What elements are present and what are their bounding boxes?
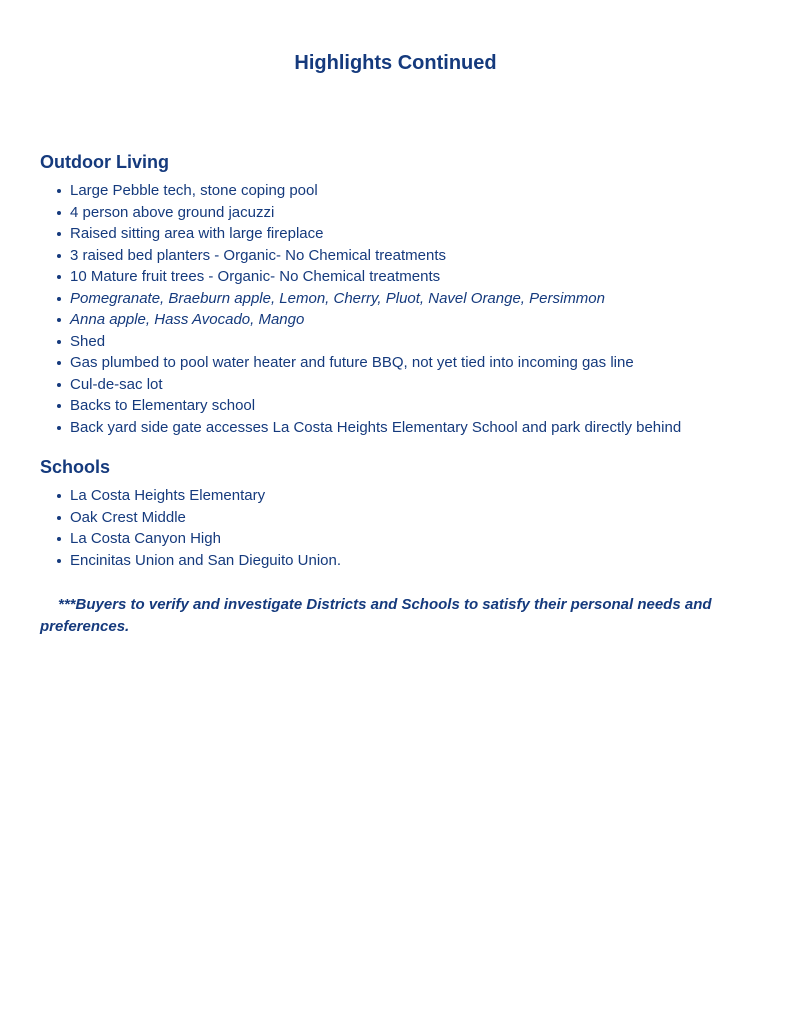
bullet-icon: [57, 404, 61, 408]
outdoor-living-heading: Outdoor Living: [40, 152, 169, 172]
list-item-text: Anna apple, Hass Avocado, Mango: [70, 311, 305, 328]
list-item: [40, 309, 751, 331]
list-item-text: Backs to Elementary school: [70, 397, 256, 414]
list-item: [40, 266, 751, 288]
bullet-icon: [57, 383, 61, 387]
list-item-text: La Costa Canyon High: [70, 530, 221, 547]
list-item: [40, 507, 751, 529]
schools-list: [40, 485, 751, 571]
list-item: [40, 374, 751, 396]
list-item-text: Gas plumbed to pool water heater and future BBQ, not yet tied into incoming gas line: [70, 354, 634, 371]
bullet-icon: [57, 426, 61, 430]
bullet-icon: [57, 189, 61, 193]
outdoor-living-list: [40, 180, 751, 438]
bullet-icon: [57, 340, 61, 344]
bullet-icon: [57, 516, 61, 520]
bullet-icon: [57, 211, 61, 215]
list-item: [40, 288, 751, 310]
list-item: [40, 352, 751, 374]
bullet-icon: [57, 232, 61, 236]
bullet-icon: [57, 537, 61, 541]
list-item: [40, 528, 751, 550]
list-item-text: Pomegranate, Braeburn apple, Lemon, Cherry, Pluot, Navel Orange, Persimmon: [70, 289, 605, 307]
list-item: [40, 395, 751, 417]
list-item-text: 3 raised bed planters - Organic- No Chemical treatments: [70, 246, 446, 264]
section-schools: [40, 457, 751, 571]
bullet-icon: [57, 361, 61, 365]
list-item: [40, 245, 751, 267]
list-item-text: 10 Mature fruit trees - Organic- No Chemical treatments: [70, 268, 441, 285]
section-outdoor-living: [40, 152, 751, 438]
list-item-text: La Costa Heights Elementary: [70, 487, 266, 504]
schools-heading: Schools: [40, 457, 111, 477]
buyers-disclaimer-text: ***Buyers to verify and investigate Districts and Schools to satisfy their personal needs and preferences.: [40, 596, 712, 635]
list-item-text: 4 person above ground jacuzzi: [70, 203, 275, 221]
list-item-text: Encinitas Union and San Dieguito Union.: [70, 551, 342, 569]
bullet-icon: [57, 254, 61, 258]
list-item-text: Raised sitting area with large fireplace: [70, 225, 324, 242]
bullet-icon: [57, 275, 61, 279]
list-item-text: Back yard side gate accesses La Costa Heights Elementary School and park directly behind: [70, 418, 682, 436]
bullet-icon: [57, 318, 61, 322]
list-item: [40, 180, 751, 202]
bullet-icon: [57, 494, 61, 498]
list-item-text: Cul-de-sac lot: [70, 375, 163, 393]
list-item: [40, 223, 751, 245]
bullet-icon: [57, 559, 61, 563]
list-item: [40, 202, 751, 224]
page-title: Highlights Continued: [294, 52, 497, 74]
list-item: [40, 417, 751, 439]
list-item-text: Shed: [70, 332, 106, 350]
list-item-text: Large Pebble tech, stone coping pool: [70, 182, 318, 199]
list-item: [40, 331, 751, 353]
list-item: [40, 550, 751, 572]
list-item-text: Oak Crest Middle: [70, 508, 186, 526]
list-item: [40, 485, 751, 507]
bullet-icon: [57, 297, 61, 301]
